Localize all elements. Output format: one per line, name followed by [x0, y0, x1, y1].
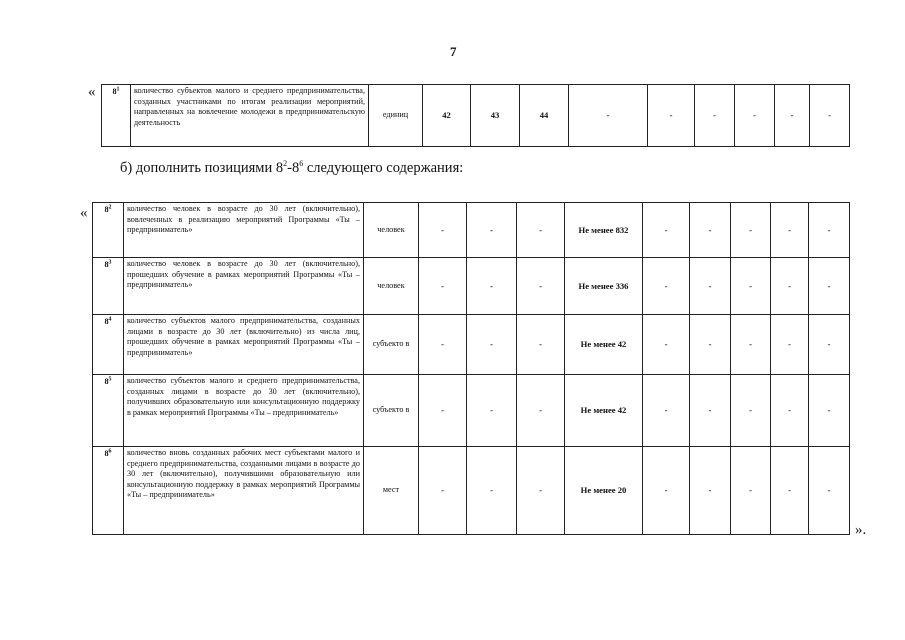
row-number: $8^1$	[102, 85, 131, 147]
value-cell: -	[690, 203, 731, 258]
value-cell: -	[810, 85, 850, 147]
value-cell: -	[731, 203, 771, 258]
indicators-table-existing	[101, 84, 850, 147]
value-cell: -	[648, 85, 695, 147]
value-cell: Не менее 336	[565, 258, 643, 315]
table-row	[93, 315, 850, 375]
value-cell: -	[517, 203, 565, 258]
value-cell: -	[695, 85, 735, 147]
value-cell: -	[643, 375, 690, 447]
unit-cell: субъекто в	[364, 375, 419, 447]
value-cell: -	[731, 375, 771, 447]
value-cell: -	[467, 203, 517, 258]
indicator-description: количество человек в возрасте до 30 лет (включительно), вовлеченных в реализацию мероприятий Программы «Ты – предприниматель»	[124, 203, 364, 258]
value-cell: -	[467, 447, 517, 535]
value-cell: -	[690, 258, 731, 315]
value-cell: -	[775, 85, 810, 147]
unit-cell: мест	[364, 447, 419, 535]
row-number: $8^2$	[93, 203, 124, 258]
value-cell: -	[643, 203, 690, 258]
row-number: $8^6$	[93, 447, 124, 535]
value-cell: Не менее 42	[565, 375, 643, 447]
value-cell: -	[771, 315, 809, 375]
value-cell: -	[809, 447, 850, 535]
row-number: $8^5$	[93, 375, 124, 447]
value-cell: -	[517, 447, 565, 535]
indicator-description: количество субъектов малого и среднего предпринимательства, созданных участниками по итогам реализации мероприятий, направленных на вовлечение молодежи в предпринимательскую деятельность	[131, 85, 369, 147]
row-number: $8^4$	[93, 315, 124, 375]
value-cell: -	[731, 447, 771, 535]
row-number: $8^3$	[93, 258, 124, 315]
value-cell: -	[771, 447, 809, 535]
table-row	[93, 258, 850, 315]
value-cell: -	[643, 315, 690, 375]
value-cell: Не менее 42	[565, 315, 643, 375]
indicator-description: количество человек в возрасте до 30 лет (включительно), прошедших обучение в рамках мероприятий Программы «Ты – предприниматель»	[124, 258, 364, 315]
unit-cell: человек	[364, 203, 419, 258]
indicators-table-new	[92, 202, 850, 535]
value-cell: -	[771, 375, 809, 447]
value-cell: -	[809, 375, 850, 447]
value-cell: -	[419, 258, 467, 315]
indicator-description: количество субъектов малого и среднего предпринимательства, созданных лицами в возрасте до 30 лет (включительно), получивших образовательную или консультационную поддержку в рамках мероприятий Программы «Ты – предприниматель»	[124, 375, 364, 447]
value-cell: -	[731, 258, 771, 315]
value-cell: -	[809, 315, 850, 375]
value-cell: 43	[471, 85, 520, 147]
value-cell: -	[467, 315, 517, 375]
section-heading: б) дополнить позициями $8^2-8^6$ следующего содержания:	[120, 159, 464, 176]
value-cell: -	[731, 315, 771, 375]
closing-quote: ».	[855, 522, 867, 538]
value-cell: Не менее 832	[565, 203, 643, 258]
value-cell: -	[735, 85, 775, 147]
value-cell: -	[517, 375, 565, 447]
value-cell: -	[517, 315, 565, 375]
value-cell: Не менее 20	[565, 447, 643, 535]
value-cell: -	[690, 447, 731, 535]
table-row	[93, 203, 850, 258]
value-cell: -	[569, 85, 648, 147]
opening-quote: «	[88, 84, 96, 100]
value-cell: -	[690, 315, 731, 375]
indicator-description: количество вновь созданных рабочих мест субъектами малого и среднего предпринимательства, созданными лицами в возрасте до 30 лет (включительно), получившими образовательную или консультационную поддержку в рамках мероприятий Программы «Ты – предприниматель»	[124, 447, 364, 535]
unit-cell: единиц	[369, 85, 423, 147]
value-cell: -	[771, 258, 809, 315]
value-cell: -	[809, 258, 850, 315]
indicator-description: количество субъектов малого предпринимательства, созданных лицами в возрасте до 30 лет (включительно) из числа лиц, прошедших обучение в рамках мероприятий Программы «Ты – предприниматель»	[124, 315, 364, 375]
table-row	[102, 85, 850, 147]
value-cell: -	[643, 447, 690, 535]
value-cell: -	[419, 375, 467, 447]
value-cell: -	[690, 375, 731, 447]
value-cell: -	[771, 203, 809, 258]
table-row	[93, 447, 850, 535]
opening-quote-2: «	[80, 205, 88, 221]
value-cell: -	[419, 203, 467, 258]
value-cell: -	[419, 315, 467, 375]
table-row	[93, 375, 850, 447]
value-cell: -	[419, 447, 467, 535]
value-cell: -	[517, 258, 565, 315]
value-cell: -	[809, 203, 850, 258]
unit-cell: субъекто в	[364, 315, 419, 375]
value-cell: -	[467, 375, 517, 447]
value-cell: 44	[520, 85, 569, 147]
page-number: 7	[450, 44, 457, 59]
value-cell: -	[467, 258, 517, 315]
value-cell: -	[643, 258, 690, 315]
value-cell: 42	[423, 85, 471, 147]
unit-cell: человек	[364, 258, 419, 315]
